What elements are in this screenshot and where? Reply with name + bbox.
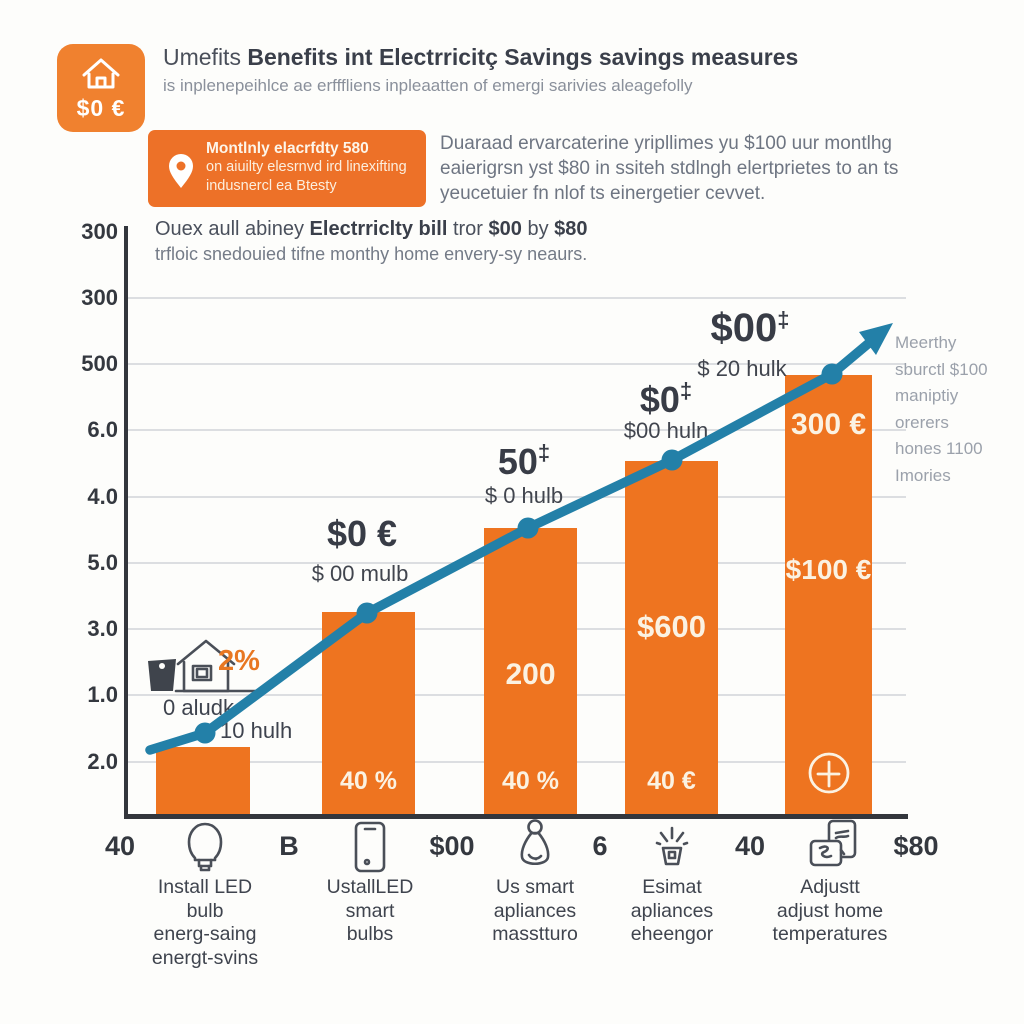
bar-footer-value: 40 % <box>502 767 559 795</box>
measure-line: UstallLED <box>326 876 414 898</box>
measure-line: energt-svins <box>151 946 259 969</box>
chart-title-seg: tror <box>447 218 489 240</box>
y-axis-label: 6.0 <box>87 417 118 442</box>
data-point <box>357 603 378 624</box>
annotation-line1: 0 aludk <box>163 695 234 720</box>
page-title-light: Umefits <box>163 44 248 70</box>
x-tick: $00 <box>429 831 475 861</box>
measure-line: Us smart <box>496 876 574 898</box>
data-point <box>822 364 843 385</box>
peak-sublabel: $ 20 hulk <box>697 356 787 381</box>
chart-title-seg: by <box>521 218 555 240</box>
measure-line: Adjustt <box>800 876 860 898</box>
peak-sublabel: $ 0 hulb <box>484 483 564 508</box>
y-axis-label: 300 <box>81 285 118 310</box>
bar-mid-value: $100 € <box>785 554 872 585</box>
info-box-line3: indusnercl ea Btesty <box>206 178 337 194</box>
chart-subtitle: trfloic snedouied tifne monthy home envery-sy neaurs. <box>155 244 588 264</box>
y-axis-label: 1.0 <box>87 682 118 707</box>
measure-line: adjust home <box>776 899 884 922</box>
page-subtitle: is inplenepeihlce ae erfffliens inpleaatten of emergi sarivies aleagefolly <box>163 76 693 95</box>
side-note <box>895 330 1024 489</box>
y-axis-label: 3.0 <box>87 616 118 641</box>
x-tick: $80 <box>893 831 939 861</box>
intro-paragraph-line1: Duaraad ervarcaterine yripllimes yu $100 uur montlhg <box>440 133 893 154</box>
bar-top-value: 300 € <box>790 408 867 441</box>
y-axis-label: 5.0 <box>87 550 118 575</box>
measure-line: apliances <box>630 899 714 922</box>
x-tick: 40 <box>734 831 766 861</box>
peak-value: $00 <box>710 306 778 350</box>
smartphone-icon <box>347 820 393 874</box>
peak-sublabel: $ 00 mulb <box>311 561 409 586</box>
side-note-line: orerers <box>895 412 949 432</box>
chart-title-seg: Ouex aull abiney <box>155 218 310 240</box>
peak-sup: ‡ <box>679 378 693 403</box>
measure-line: smart <box>345 899 395 922</box>
measure-line: energ-saing <box>153 923 257 945</box>
peak-value: $0 € <box>326 513 398 554</box>
annotation-line2: 10 hulh <box>220 718 293 743</box>
data-point <box>662 450 683 471</box>
bar-mid-value: 200 <box>505 658 556 691</box>
measure-line: Esimat <box>642 876 702 898</box>
bottle-icon <box>511 818 559 874</box>
intro-paragraph-line2: eaierigrsn yst $80 in ssiteh stdlngh elertprietes to an ts <box>440 158 899 179</box>
peak-value: $0 <box>639 379 680 420</box>
y-axis-label: 500 <box>81 351 118 376</box>
side-note-line: hones 1100 <box>895 439 983 458</box>
info-box-line1: Montlnly elacrfdty 580 <box>206 140 369 157</box>
peak-value: 50 <box>497 441 538 482</box>
chart-title-seg-bold: $00 <box>488 218 522 240</box>
side-note-line: Meerthy <box>895 333 957 352</box>
data-point <box>195 723 216 744</box>
side-note-line: sburctl $100 <box>895 359 988 379</box>
measure-label-smart-bulbs <box>280 876 460 947</box>
chart-title-seg-bold: Electrriclty bill <box>309 218 448 240</box>
page-title-bold: Benefits int Electrricitç Savings savings measures <box>247 44 799 70</box>
intro-paragraph-line3: yeucetuier fn nlof ts einergetier cevvet. <box>440 183 766 204</box>
peak-sup: ‡ <box>777 307 790 332</box>
led-bulb-icon <box>180 820 230 872</box>
measure-line: bulb <box>186 899 224 922</box>
side-note-line: Imories <box>895 465 951 485</box>
peak-sublabel: $00 huln <box>623 418 709 443</box>
annotation-percent: 2% <box>218 645 260 677</box>
y-axis-label: 300 <box>81 219 118 244</box>
y-axis-label: 4.0 <box>87 484 118 509</box>
measure-line: eheengor <box>630 923 714 945</box>
x-tick: 40 <box>104 831 136 861</box>
side-note-line: maniptiy <box>895 386 959 405</box>
measure-line: bulbs <box>346 923 394 945</box>
info-box-line2: on aiuilty elesrnvd ird linexifting <box>206 159 407 175</box>
bar-footer-value: 40 € <box>647 767 696 795</box>
tile-value: $0 € <box>76 94 126 121</box>
bar-top-value: $600 <box>637 609 706 644</box>
data-point <box>518 518 539 539</box>
bar-footer-value: 40 % <box>340 767 397 795</box>
measure-line: masstturo <box>492 923 578 945</box>
glowing-bulb-icon <box>648 818 696 874</box>
measure-line: Install LED <box>157 876 253 898</box>
x-tick: B <box>279 831 299 861</box>
measure-label-estimate-appliances <box>582 876 762 947</box>
measure-label-adjust-home <box>740 876 920 947</box>
measure-line: temperatures <box>772 923 888 945</box>
measure-line: apliances <box>493 899 577 922</box>
y-axis-label: 2.0 <box>87 749 118 774</box>
peak-sup: ‡ <box>537 440 551 465</box>
chart-title-seg-bold: $80 <box>554 218 588 240</box>
measure-label-install-led <box>115 876 295 970</box>
money-cards-icon <box>804 818 858 874</box>
x-tick: 6 <box>592 831 608 861</box>
